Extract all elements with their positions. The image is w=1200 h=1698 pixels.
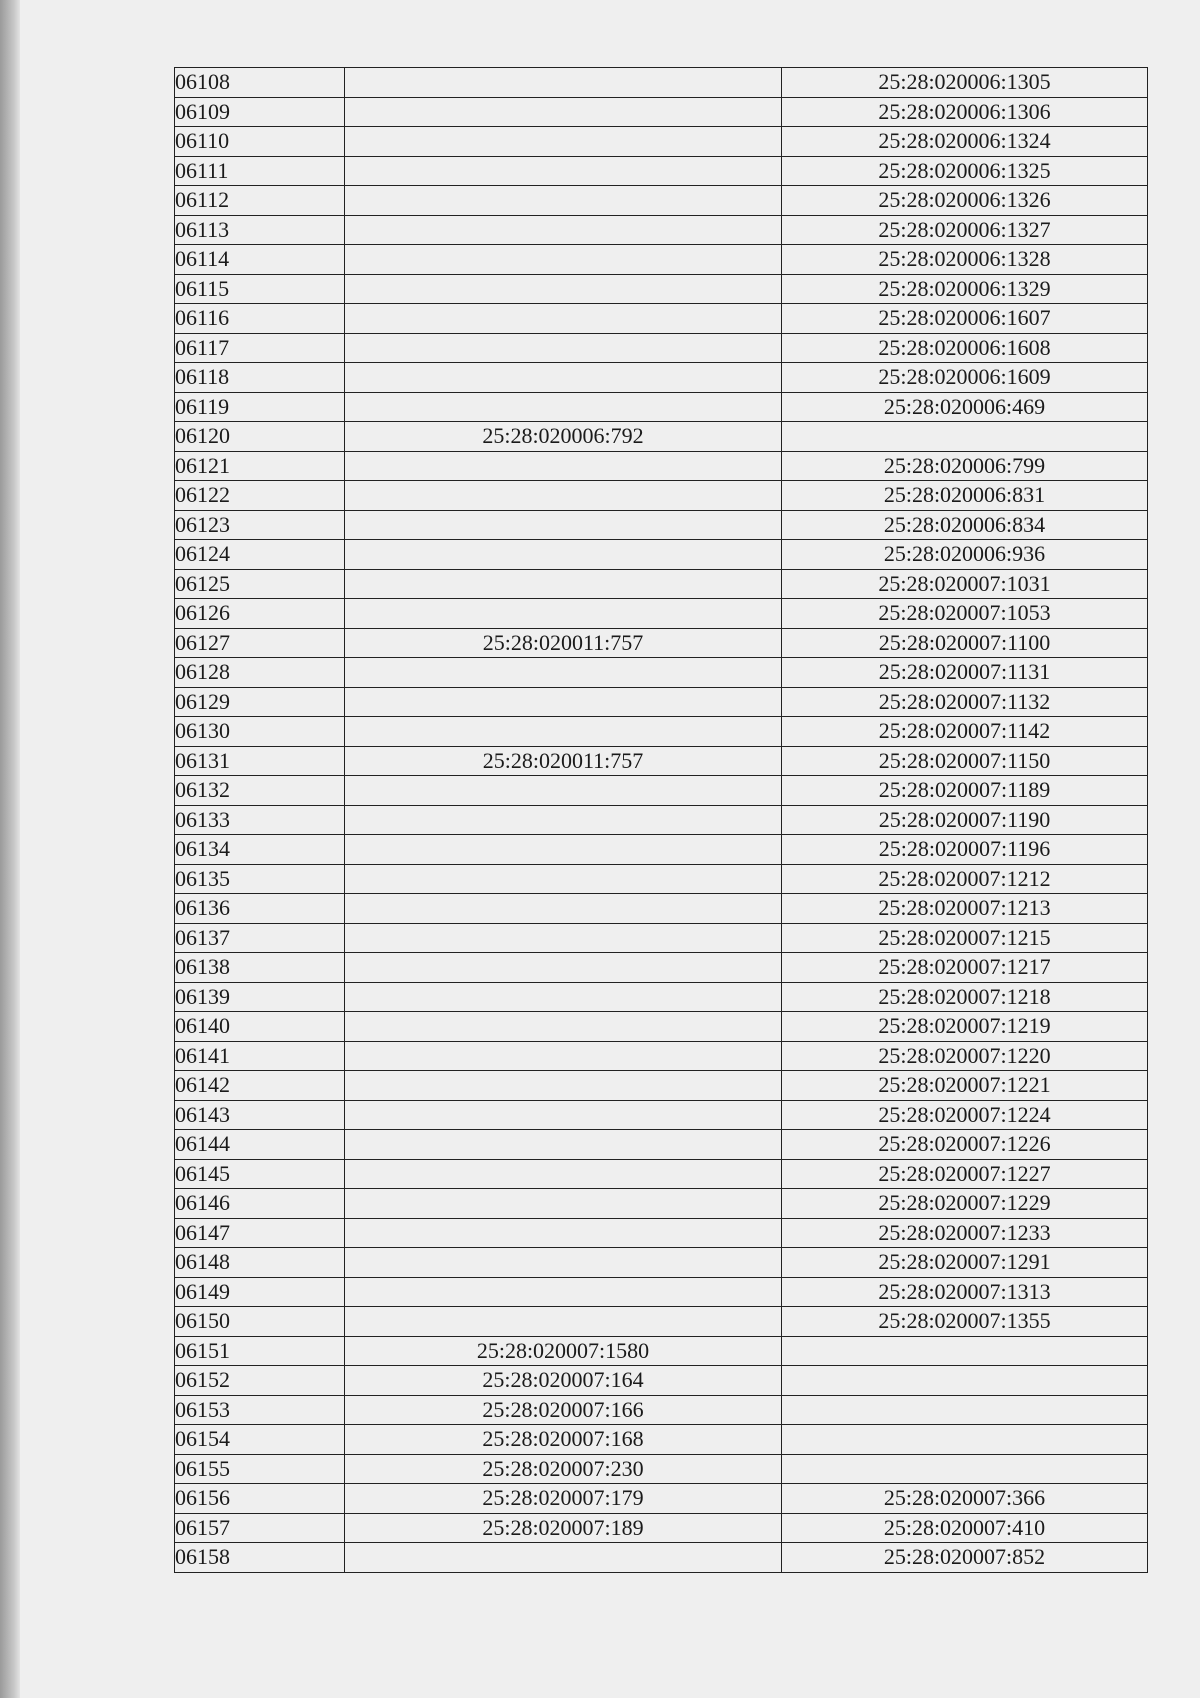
cadastral-number-b-cell: 25:28:020006:1325 — [782, 156, 1148, 186]
cadastral-number-a-cell — [345, 1248, 782, 1278]
table-row — [175, 1513, 1148, 1543]
row-number-cell: 06155 — [175, 1454, 345, 1484]
cadastral-number-a-cell — [345, 1307, 782, 1337]
cadastral-number-a-cell — [345, 569, 782, 599]
row-number-cell: 06156 — [175, 1484, 345, 1514]
table-row — [175, 1189, 1148, 1219]
cadastral-number-a-cell — [345, 510, 782, 540]
cadastral-number-b-cell: 25:28:020007:1220 — [782, 1041, 1148, 1071]
cadastral-number-a-cell: 25:28:020011:757 — [345, 746, 782, 776]
cadastral-number-a-cell — [345, 1071, 782, 1101]
cadastral-number-b-cell: 25:28:020007:1229 — [782, 1189, 1148, 1219]
row-number-cell: 06116 — [175, 304, 345, 334]
cadastral-number-a-cell — [345, 1159, 782, 1189]
cadastral-number-a-cell — [345, 658, 782, 688]
table-row — [175, 510, 1148, 540]
table-row — [175, 245, 1148, 275]
row-number-cell: 06154 — [175, 1425, 345, 1455]
cadastral-number-a-cell — [345, 805, 782, 835]
cadastral-number-a-cell — [345, 274, 782, 304]
cadastral-number-b-cell: 25:28:020006:1329 — [782, 274, 1148, 304]
table-row — [175, 1543, 1148, 1573]
cadastral-number-a-cell — [345, 68, 782, 98]
table-row — [175, 628, 1148, 658]
cadastral-number-b-cell: 25:28:020007:1031 — [782, 569, 1148, 599]
cadastral-number-a-cell — [345, 1041, 782, 1071]
table-row — [175, 864, 1148, 894]
cadastral-number-b-cell: 25:28:020007:366 — [782, 1484, 1148, 1514]
cadastral-number-a-cell — [345, 392, 782, 422]
row-number-cell: 06132 — [175, 776, 345, 806]
table-row — [175, 1248, 1148, 1278]
row-number-cell: 06137 — [175, 923, 345, 953]
cadastral-number-a-cell — [345, 481, 782, 511]
cadastral-number-b-cell: 25:28:020006:936 — [782, 540, 1148, 570]
cadastral-number-a-cell: 25:28:020007:179 — [345, 1484, 782, 1514]
cadastral-number-b-cell: 25:28:020006:1328 — [782, 245, 1148, 275]
row-number-cell: 06127 — [175, 628, 345, 658]
table-row — [175, 835, 1148, 865]
table-row — [175, 569, 1148, 599]
row-number-cell: 06157 — [175, 1513, 345, 1543]
table-row — [175, 599, 1148, 629]
cadastral-number-a-cell — [345, 599, 782, 629]
cadastral-number-a-cell — [345, 215, 782, 245]
cadastral-number-b-cell: 25:28:020007:852 — [782, 1543, 1148, 1573]
row-number-cell: 06146 — [175, 1189, 345, 1219]
cadastral-number-a-cell — [345, 1543, 782, 1573]
cadastral-number-a-cell — [345, 953, 782, 983]
row-number-cell: 06139 — [175, 982, 345, 1012]
row-number-cell: 06114 — [175, 245, 345, 275]
cadastral-number-b-cell: 25:28:020006:799 — [782, 451, 1148, 481]
cadastral-number-a-cell — [345, 776, 782, 806]
cadastral-number-b-cell: 25:28:020006:834 — [782, 510, 1148, 540]
cadastral-number-a-cell — [345, 1130, 782, 1160]
table-row — [175, 127, 1148, 157]
row-number-cell: 06128 — [175, 658, 345, 688]
table-row — [175, 215, 1148, 245]
cadastral-table — [174, 67, 1148, 1573]
table-row — [175, 363, 1148, 393]
row-number-cell: 06131 — [175, 746, 345, 776]
cadastral-number-b-cell — [782, 1336, 1148, 1366]
table-row — [175, 1012, 1148, 1042]
cadastral-number-b-cell: 25:28:020007:1212 — [782, 864, 1148, 894]
row-number-cell: 06145 — [175, 1159, 345, 1189]
table-row — [175, 687, 1148, 717]
row-number-cell: 06115 — [175, 274, 345, 304]
table-row — [175, 186, 1148, 216]
cadastral-number-b-cell: 25:28:020007:410 — [782, 1513, 1148, 1543]
table-row — [175, 392, 1148, 422]
cadastral-number-b-cell: 25:28:020007:1224 — [782, 1100, 1148, 1130]
table-row — [175, 1071, 1148, 1101]
table-row — [175, 68, 1148, 98]
row-number-cell: 06121 — [175, 451, 345, 481]
cadastral-number-b-cell — [782, 1395, 1148, 1425]
table-row — [175, 1277, 1148, 1307]
table-row — [175, 982, 1148, 1012]
table-body — [175, 68, 1148, 1573]
cadastral-number-b-cell: 25:28:020007:1217 — [782, 953, 1148, 983]
cadastral-number-a-cell: 25:28:020011:757 — [345, 628, 782, 658]
row-number-cell: 06120 — [175, 422, 345, 452]
cadastral-number-b-cell: 25:28:020007:1213 — [782, 894, 1148, 924]
cadastral-number-a-cell — [345, 304, 782, 334]
row-number-cell: 06129 — [175, 687, 345, 717]
cadastral-number-a-cell: 25:28:020007:189 — [345, 1513, 782, 1543]
cadastral-number-a-cell — [345, 186, 782, 216]
cadastral-number-a-cell: 25:28:020007:164 — [345, 1366, 782, 1396]
table-row — [175, 658, 1148, 688]
row-number-cell: 06126 — [175, 599, 345, 629]
document-page — [20, 0, 1200, 1698]
cadastral-number-a-cell — [345, 156, 782, 186]
table-row — [175, 746, 1148, 776]
table-row — [175, 894, 1148, 924]
cadastral-number-a-cell — [345, 1277, 782, 1307]
cadastral-number-a-cell — [345, 363, 782, 393]
cadastral-number-a-cell: 25:28:020007:166 — [345, 1395, 782, 1425]
row-number-cell: 06117 — [175, 333, 345, 363]
cadastral-number-a-cell — [345, 717, 782, 747]
row-number-cell: 06144 — [175, 1130, 345, 1160]
cadastral-number-b-cell: 25:28:020007:1150 — [782, 746, 1148, 776]
row-number-cell: 06142 — [175, 1071, 345, 1101]
row-number-cell: 06151 — [175, 1336, 345, 1366]
cadastral-number-a-cell — [345, 127, 782, 157]
row-number-cell: 06111 — [175, 156, 345, 186]
row-number-cell: 06110 — [175, 127, 345, 157]
row-number-cell: 06118 — [175, 363, 345, 393]
table-row — [175, 953, 1148, 983]
row-number-cell: 06153 — [175, 1395, 345, 1425]
row-number-cell: 06158 — [175, 1543, 345, 1573]
cadastral-number-b-cell: 25:28:020007:1218 — [782, 982, 1148, 1012]
cadastral-number-b-cell: 25:28:020007:1219 — [782, 1012, 1148, 1042]
row-number-cell: 06112 — [175, 186, 345, 216]
cadastral-number-b-cell: 25:28:020007:1215 — [782, 923, 1148, 953]
cadastral-number-a-cell — [345, 982, 782, 1012]
cadastral-number-b-cell: 25:28:020007:1100 — [782, 628, 1148, 658]
row-number-cell: 06134 — [175, 835, 345, 865]
cadastral-number-b-cell: 25:28:020006:1306 — [782, 97, 1148, 127]
row-number-cell: 06150 — [175, 1307, 345, 1337]
cadastral-number-a-cell — [345, 451, 782, 481]
table-row — [175, 1484, 1148, 1514]
cadastral-number-b-cell — [782, 1366, 1148, 1396]
table-row — [175, 1159, 1148, 1189]
table-row — [175, 1130, 1148, 1160]
cadastral-number-b-cell: 25:28:020007:1291 — [782, 1248, 1148, 1278]
cadastral-number-b-cell: 25:28:020006:1607 — [782, 304, 1148, 334]
row-number-cell: 06122 — [175, 481, 345, 511]
cadastral-number-b-cell: 25:28:020007:1190 — [782, 805, 1148, 835]
row-number-cell: 06108 — [175, 68, 345, 98]
cadastral-number-b-cell: 25:28:020006:469 — [782, 392, 1148, 422]
row-number-cell: 06140 — [175, 1012, 345, 1042]
table-row — [175, 1307, 1148, 1337]
row-number-cell: 06147 — [175, 1218, 345, 1248]
row-number-cell: 06124 — [175, 540, 345, 570]
cadastral-number-b-cell: 25:28:020006:1609 — [782, 363, 1148, 393]
table-row — [175, 923, 1148, 953]
cadastral-number-b-cell: 25:28:020006:1324 — [782, 127, 1148, 157]
cadastral-number-b-cell: 25:28:020007:1132 — [782, 687, 1148, 717]
row-number-cell: 06135 — [175, 864, 345, 894]
cadastral-number-a-cell — [345, 835, 782, 865]
cadastral-number-b-cell: 25:28:020007:1131 — [782, 658, 1148, 688]
table-row — [175, 717, 1148, 747]
cadastral-number-a-cell — [345, 1189, 782, 1219]
cadastral-number-a-cell: 25:28:020007:168 — [345, 1425, 782, 1455]
cadastral-number-b-cell: 25:28:020007:1313 — [782, 1277, 1148, 1307]
cadastral-number-b-cell — [782, 422, 1148, 452]
cadastral-number-a-cell — [345, 1100, 782, 1130]
row-number-cell: 06119 — [175, 392, 345, 422]
cadastral-number-a-cell — [345, 687, 782, 717]
cadastral-number-a-cell — [345, 333, 782, 363]
cadastral-number-a-cell — [345, 245, 782, 275]
cadastral-number-b-cell: 25:28:020006:1327 — [782, 215, 1148, 245]
row-number-cell: 06133 — [175, 805, 345, 835]
cadastral-number-b-cell — [782, 1454, 1148, 1484]
cadastral-number-a-cell — [345, 894, 782, 924]
row-number-cell: 06148 — [175, 1248, 345, 1278]
table-row — [175, 1100, 1148, 1130]
cadastral-number-a-cell: 25:28:020006:792 — [345, 422, 782, 452]
cadastral-number-a-cell — [345, 923, 782, 953]
table-row — [175, 451, 1148, 481]
cadastral-number-a-cell — [345, 97, 782, 127]
row-number-cell: 06152 — [175, 1366, 345, 1396]
table-row — [175, 1454, 1148, 1484]
row-number-cell: 06109 — [175, 97, 345, 127]
cadastral-number-b-cell: 25:28:020007:1142 — [782, 717, 1148, 747]
cadastral-number-b-cell — [782, 1425, 1148, 1455]
table-row — [175, 1041, 1148, 1071]
cadastral-number-a-cell: 25:28:020007:1580 — [345, 1336, 782, 1366]
row-number-cell: 06125 — [175, 569, 345, 599]
cadastral-number-b-cell: 25:28:020007:1053 — [782, 599, 1148, 629]
cadastral-number-b-cell: 25:28:020006:1305 — [782, 68, 1148, 98]
scan-edge — [0, 0, 20, 1698]
table-row — [175, 333, 1148, 363]
table-row — [175, 156, 1148, 186]
cadastral-number-b-cell: 25:28:020006:1326 — [782, 186, 1148, 216]
cadastral-number-b-cell: 25:28:020006:831 — [782, 481, 1148, 511]
cadastral-number-a-cell — [345, 1218, 782, 1248]
table-row — [175, 97, 1148, 127]
table-row — [175, 1336, 1148, 1366]
cadastral-number-a-cell: 25:28:020007:230 — [345, 1454, 782, 1484]
cadastral-number-a-cell — [345, 1012, 782, 1042]
cadastral-number-b-cell: 25:28:020006:1608 — [782, 333, 1148, 363]
cadastral-number-a-cell — [345, 864, 782, 894]
table-row — [175, 422, 1148, 452]
cadastral-number-b-cell: 25:28:020007:1221 — [782, 1071, 1148, 1101]
row-number-cell: 06113 — [175, 215, 345, 245]
cadastral-number-b-cell: 25:28:020007:1233 — [782, 1218, 1148, 1248]
cadastral-number-a-cell — [345, 540, 782, 570]
table-row — [175, 1218, 1148, 1248]
row-number-cell: 06123 — [175, 510, 345, 540]
cadastral-number-b-cell: 25:28:020007:1227 — [782, 1159, 1148, 1189]
cadastral-number-b-cell: 25:28:020007:1355 — [782, 1307, 1148, 1337]
row-number-cell: 06136 — [175, 894, 345, 924]
cadastral-number-b-cell: 25:28:020007:1196 — [782, 835, 1148, 865]
row-number-cell: 06143 — [175, 1100, 345, 1130]
row-number-cell: 06130 — [175, 717, 345, 747]
table-row — [175, 540, 1148, 570]
table-row — [175, 481, 1148, 511]
table-row — [175, 304, 1148, 334]
table-row — [175, 776, 1148, 806]
row-number-cell: 06149 — [175, 1277, 345, 1307]
table-row — [175, 1366, 1148, 1396]
row-number-cell: 06141 — [175, 1041, 345, 1071]
table-row — [175, 1395, 1148, 1425]
row-number-cell: 06138 — [175, 953, 345, 983]
table-row — [175, 805, 1148, 835]
cadastral-number-b-cell: 25:28:020007:1189 — [782, 776, 1148, 806]
table-row — [175, 274, 1148, 304]
cadastral-number-b-cell: 25:28:020007:1226 — [782, 1130, 1148, 1160]
table-row — [175, 1425, 1148, 1455]
